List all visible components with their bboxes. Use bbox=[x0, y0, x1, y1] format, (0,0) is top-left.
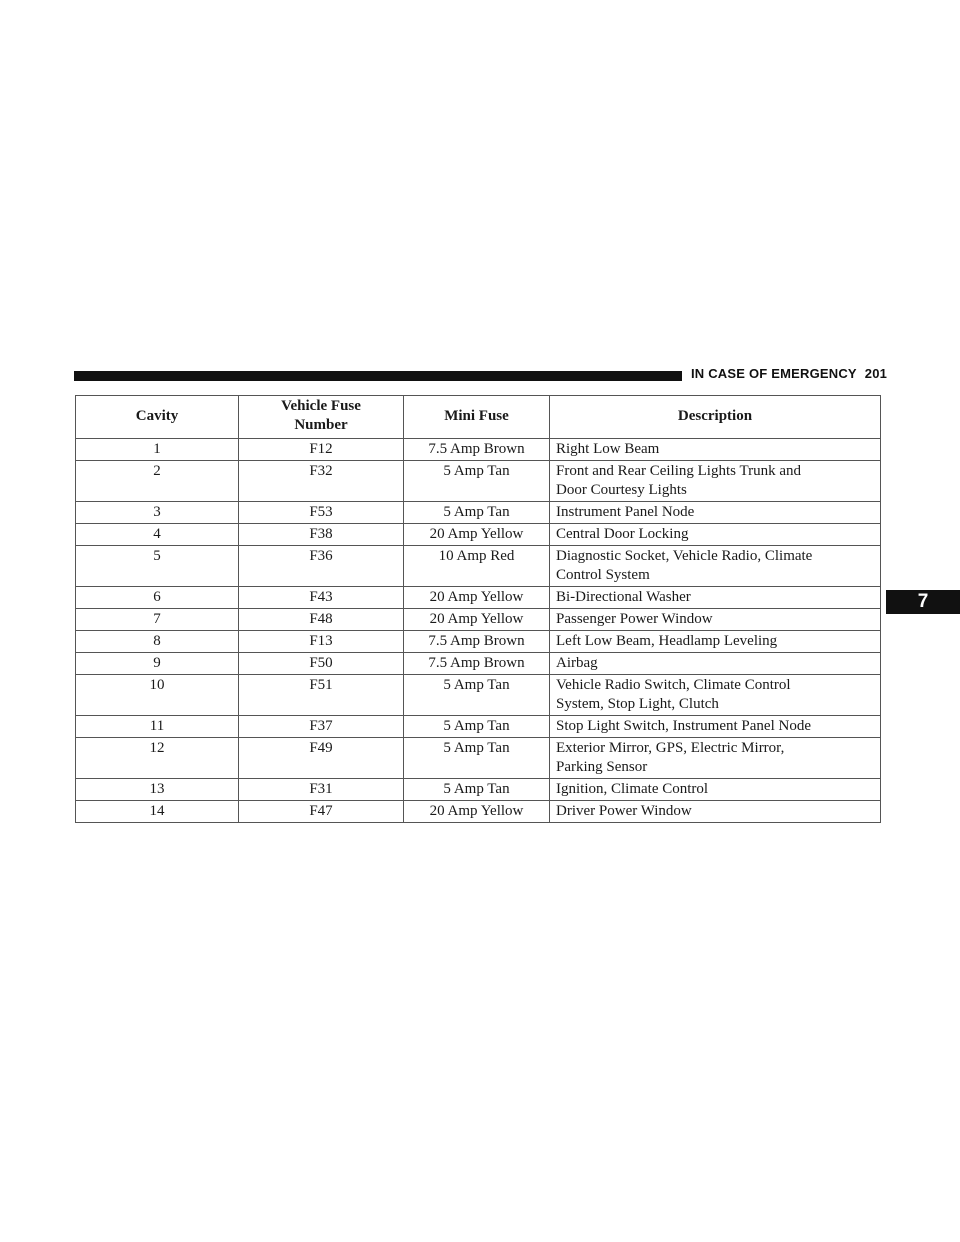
table-row bbox=[76, 716, 881, 738]
cell-mini-fuse: 10 Amp Red bbox=[404, 546, 550, 587]
cell-vehicle-fuse: F48 bbox=[239, 609, 404, 631]
cell-vehicle-fuse: F31 bbox=[239, 779, 404, 801]
cell-description bbox=[550, 524, 881, 546]
description-text: Central Door Locking bbox=[556, 526, 689, 542]
cell-cavity: 11 bbox=[76, 716, 239, 738]
cell-description bbox=[550, 675, 881, 716]
cell-mini-fuse: 20 Amp Yellow bbox=[404, 801, 550, 823]
description-text: Passenger Power Window bbox=[556, 611, 713, 627]
cell-description bbox=[550, 716, 881, 738]
table-row bbox=[76, 631, 881, 653]
cell-cavity: 10 bbox=[76, 675, 239, 716]
cell-cavity: 9 bbox=[76, 653, 239, 675]
cell-description bbox=[550, 439, 881, 461]
description-continuation: Control System bbox=[556, 567, 650, 583]
cell-vehicle-fuse: F43 bbox=[239, 587, 404, 609]
cell-description bbox=[550, 779, 881, 801]
description-text: Stop Light Switch, Instrument Panel Node bbox=[556, 718, 811, 734]
table-row bbox=[76, 502, 881, 524]
description-text: Driver Power Window bbox=[556, 803, 692, 819]
cell-description bbox=[550, 546, 881, 587]
cell-description bbox=[550, 609, 881, 631]
cell-description bbox=[550, 587, 881, 609]
cell-cavity: 2 bbox=[76, 461, 239, 502]
table-row bbox=[76, 439, 881, 461]
cell-cavity: 12 bbox=[76, 738, 239, 779]
cell-vehicle-fuse: F50 bbox=[239, 653, 404, 675]
running-header bbox=[691, 366, 887, 381]
cell-vehicle-fuse: F12 bbox=[239, 439, 404, 461]
table-row bbox=[76, 675, 881, 716]
cell-mini-fuse: 7.5 Amp Brown bbox=[404, 439, 550, 461]
fuse-table bbox=[75, 395, 881, 823]
table-row bbox=[76, 546, 881, 587]
column-header-vehicle-fuse-line2: Number bbox=[294, 417, 348, 433]
column-header-description: Description bbox=[550, 396, 881, 439]
description-text: Vehicle Radio Switch, Climate Control bbox=[556, 677, 791, 693]
cell-cavity: 5 bbox=[76, 546, 239, 587]
cell-vehicle-fuse: F36 bbox=[239, 546, 404, 587]
cell-mini-fuse: 7.5 Amp Brown bbox=[404, 653, 550, 675]
cell-cavity: 13 bbox=[76, 779, 239, 801]
table-body bbox=[76, 439, 881, 823]
table-row bbox=[76, 653, 881, 675]
cell-mini-fuse: 20 Amp Yellow bbox=[404, 524, 550, 546]
table-row bbox=[76, 738, 881, 779]
cell-description bbox=[550, 653, 881, 675]
cell-mini-fuse: 5 Amp Tan bbox=[404, 502, 550, 524]
cell-cavity: 8 bbox=[76, 631, 239, 653]
description-text: Diagnostic Socket, Vehicle Radio, Climate bbox=[556, 548, 813, 564]
description-continuation: System, Stop Light, Clutch bbox=[556, 696, 719, 712]
table-header-row bbox=[76, 396, 881, 439]
cell-vehicle-fuse: F49 bbox=[239, 738, 404, 779]
cell-cavity: 14 bbox=[76, 801, 239, 823]
cell-cavity: 4 bbox=[76, 524, 239, 546]
table-row bbox=[76, 609, 881, 631]
cell-mini-fuse: 5 Amp Tan bbox=[404, 779, 550, 801]
cell-vehicle-fuse: F37 bbox=[239, 716, 404, 738]
cell-vehicle-fuse: F13 bbox=[239, 631, 404, 653]
description-text: Right Low Beam bbox=[556, 441, 660, 457]
cell-mini-fuse: 5 Amp Tan bbox=[404, 716, 550, 738]
description-text: Ignition, Climate Control bbox=[556, 781, 709, 797]
description-text: Bi-Directional Washer bbox=[556, 589, 691, 605]
cell-description bbox=[550, 461, 881, 502]
description-text: Instrument Panel Node bbox=[556, 504, 695, 520]
description-text: Left Low Beam, Headlamp Leveling bbox=[556, 633, 778, 649]
column-header-vehicle-fuse bbox=[239, 396, 404, 439]
cell-cavity: 6 bbox=[76, 587, 239, 609]
description-text: Exterior Mirror, GPS, Electric Mirror, bbox=[556, 740, 785, 756]
section-title: IN CASE OF EMERGENCY bbox=[691, 366, 857, 381]
column-header-mini-fuse: Mini Fuse bbox=[404, 396, 550, 439]
description-text: Airbag bbox=[556, 655, 598, 671]
column-header-cavity: Cavity bbox=[76, 396, 239, 439]
cell-mini-fuse: 5 Amp Tan bbox=[404, 738, 550, 779]
cell-description bbox=[550, 801, 881, 823]
description-continuation: Parking Sensor bbox=[556, 759, 648, 775]
page-number: 201 bbox=[864, 366, 888, 381]
table-row bbox=[76, 461, 881, 502]
cell-description bbox=[550, 738, 881, 779]
cell-vehicle-fuse: F38 bbox=[239, 524, 404, 546]
cell-cavity: 1 bbox=[76, 439, 239, 461]
table-row bbox=[76, 524, 881, 546]
cell-cavity: 3 bbox=[76, 502, 239, 524]
cell-description bbox=[550, 631, 881, 653]
description-text: Front and Rear Ceiling Lights Trunk and bbox=[556, 463, 801, 479]
cell-vehicle-fuse: F47 bbox=[239, 801, 404, 823]
cell-vehicle-fuse: F53 bbox=[239, 502, 404, 524]
cell-mini-fuse: 7.5 Amp Brown bbox=[404, 631, 550, 653]
cell-description bbox=[550, 502, 881, 524]
header-rule bbox=[74, 371, 682, 381]
cell-mini-fuse: 20 Amp Yellow bbox=[404, 609, 550, 631]
table-row bbox=[76, 801, 881, 823]
chapter-tab: 7 bbox=[886, 590, 960, 614]
table-row bbox=[76, 779, 881, 801]
description-continuation: Door Courtesy Lights bbox=[556, 482, 687, 498]
cell-mini-fuse: 5 Amp Tan bbox=[404, 461, 550, 502]
column-header-vehicle-fuse-line1: Vehicle Fuse bbox=[281, 398, 361, 414]
cell-vehicle-fuse: F32 bbox=[239, 461, 404, 502]
cell-cavity: 7 bbox=[76, 609, 239, 631]
cell-vehicle-fuse: F51 bbox=[239, 675, 404, 716]
cell-mini-fuse: 5 Amp Tan bbox=[404, 675, 550, 716]
table-row bbox=[76, 587, 881, 609]
cell-mini-fuse: 20 Amp Yellow bbox=[404, 587, 550, 609]
